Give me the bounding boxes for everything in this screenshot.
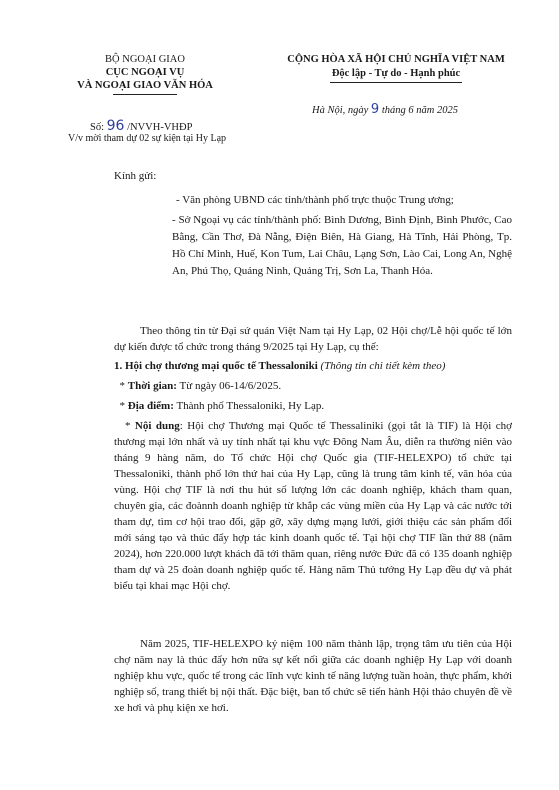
event1-place: * Địa điểm: Thành phố Thessaloniki, Hy Lạp.	[114, 400, 325, 412]
content-label: Nội dung	[134, 420, 180, 432]
number-suffix: /NVVH-VHĐP	[127, 122, 193, 133]
event1-title: 1. Hội chợ thương mại quốc tế Thessaloniki	[114, 360, 318, 372]
recipient-line-1: - Văn phòng UBND các tỉnh/thành phố trực thuộc Trung ương;	[176, 194, 454, 206]
recipient-line-2: - Sở Ngoại vụ các tỉnh/thành phố: Bình Dương, Bình Định, Bình Phước, Cao Bằng, Cần Thơ, Đà Nẵng, Điện Biên, Hà Giang, Hà Tĩnh, Hải Phòng, Tp. Hồ Chí Minh, Huế, Kon Tum, Lai Châu, Lạng Sơn, Lào Cai, Long An, Nghệ An, Phú Thọ, Quảng Ninh, Quảng Trị, Sơn La, Thanh Hóa.	[172, 214, 512, 277]
event1-heading	[114, 358, 512, 374]
department-name-line2: VÀ NGOẠI GIAO VĂN HÓA	[77, 80, 213, 91]
place-label: Địa điểm:	[127, 400, 174, 412]
document-number	[90, 118, 192, 134]
document-subject: V/v mời tham dự 02 sự kiện tại Hy Lạp	[68, 133, 227, 144]
time-value: Từ ngày 06-14/6/2025.	[179, 380, 282, 392]
issue-date	[312, 102, 458, 117]
event1-content: * Nội dung: Hội chợ Thương mại Quốc tế Thessaliniki (gọi tắt là TIF) là Hội chợ thương mại lớn nhất và uy tính nhất tại khu vực Đông Nam Âu, diễn ra thường niên vào tháng 9 hàng năm, do Tổ chức Hội chợ Quốc gia (TIF-HELEXPO) tổ chức tại Thessaloniki, thành phố lớn thứ hai của Hy Lạp, cũng là trung tâm kinh tế, văn hóa của vùng. Hội chợ TIF là nơi thu hút số lượng lớn các doanh nghiệp, khách tham quan, chuyên gia, các đoànnh doanh nghiệp từ khắp các vùng miền của Hy Lạp và các nước tới tham dự, tìm cơ hội trao đổi, gặp gỡ, xây dựng mạng lưới, giới thiệu các sản phẩm đổi mới sáng tạo và thúc đẩy hợp tác kinh doanh quốc tế. Tại hội chợ TIF lần thứ 88 (năm 2024), hơn 220.000 lượt khách đã tới thăm quan, riêng nước Đức đã có 135 doanh nghiệp tham dự và 25 đoàn doanh nghiệp quốc tế. Hàng năm Thủ tướng Hy Lạp đều dự và phát biểu tại khai mạc Hội chợ.	[114, 420, 513, 592]
department-name-line1: CỤC NGOẠI VỤ	[105, 67, 185, 78]
intro-paragraph: Theo thông tin từ Đại sứ quán Việt Nam tại Hy Lạp, 02 Hội chợ/Lễ hội quốc tế lớn dự kiến được tổ chức trong tháng 9/2025 tại Hy Lạp, cụ thể:	[114, 325, 512, 353]
paragraph-2025: Năm 2025, TIF-HELEXPO kỷ niệm 100 năm thành lập, trọng tâm ưu tiên của Hội chợ năm nay là thúc đẩy hơn nữa sự kết nối giữa các doanh nghiệp Hy Lạp với doanh nghiệp khu vực, quốc tế trong các lĩnh vực kinh tế năng lượng tuần hoàn, thực phẩm, khởi nghiệp số, trang thiết bị nội thất. Đặc biệt, ban tổ chức sẽ tiến hành Hội thảo chuyên đề về xe hơi và phụ kiện xe hơi.	[114, 638, 512, 714]
national-motto: Độc lập - Tự do - Hạnh phúc	[331, 68, 461, 79]
event1-time: * Thời gian: Từ ngày 06-14/6/2025.	[114, 380, 282, 392]
number-handwritten: 96	[106, 118, 125, 134]
ministry-name: BỘ NGOẠI GIAO	[105, 54, 185, 65]
greeting: Kính gửi:	[114, 170, 157, 182]
place-value: Thành phố Thessaloniki, Hy Lạp.	[176, 400, 325, 412]
number-prefix: Số:	[90, 122, 105, 133]
header-left-divider	[113, 94, 177, 95]
header-right-divider	[330, 82, 462, 83]
date-day-handwritten: 9	[370, 102, 380, 117]
national-title: CỘNG HÒA XÃ HỘI CHỦ NGHĨA VIỆT NAM	[287, 54, 505, 65]
content-value: : Hội chợ Thương mại Quốc tế Thessaliniki (gọi tắt là TIF) là Hội chợ thương mại lớn nhất và uy tính nhất tại khu vực Đông Nam Âu, diễn ra thường niên vào tháng 9 hàng năm, do Tổ chức Hội chợ Quốc gia (TIF-HELEXPO) tổ chức tại Thessaloniki, thành phố lớn thứ hai của Hy Lạp, cũng là trung tâm kinh tế, văn hóa của vùng. Hội chợ TIF là nơi thu hút số lượng lớn các doanh nghiệp, khách tham quan, chuyên gia, các đoànnh doanh nghiệp từ khắp các vùng miền của Hy Lạp và các nước tới tham dự, tìm cơ hội trao đổi, gặp gỡ, xây dựng mạng lưới, giới thiệu các sản phẩm đổi mới sáng tạo và thúc đẩy hợp tác kinh doanh quốc tế. Tại hội chợ TIF lần thứ 88 (năm 2024), hơn 220.000 lượt khách đã tới thăm quan, riêng nước Đức đã có 135 doanh nghiệp tham dự và 25 đoàn doanh nghiệp quốc tế. Hàng năm Thủ tướng Hy Lạp đều dự và phát biểu tại khai mạc Hội chợ.	[114, 420, 513, 592]
event1-note: (Thông tin chi tiết kèm theo)	[320, 360, 446, 372]
date-prefix: Hà Nội, ngày	[312, 105, 369, 116]
date-suffix: tháng 6 năm 2025	[381, 105, 458, 116]
time-label: Thời gian:	[127, 380, 177, 392]
